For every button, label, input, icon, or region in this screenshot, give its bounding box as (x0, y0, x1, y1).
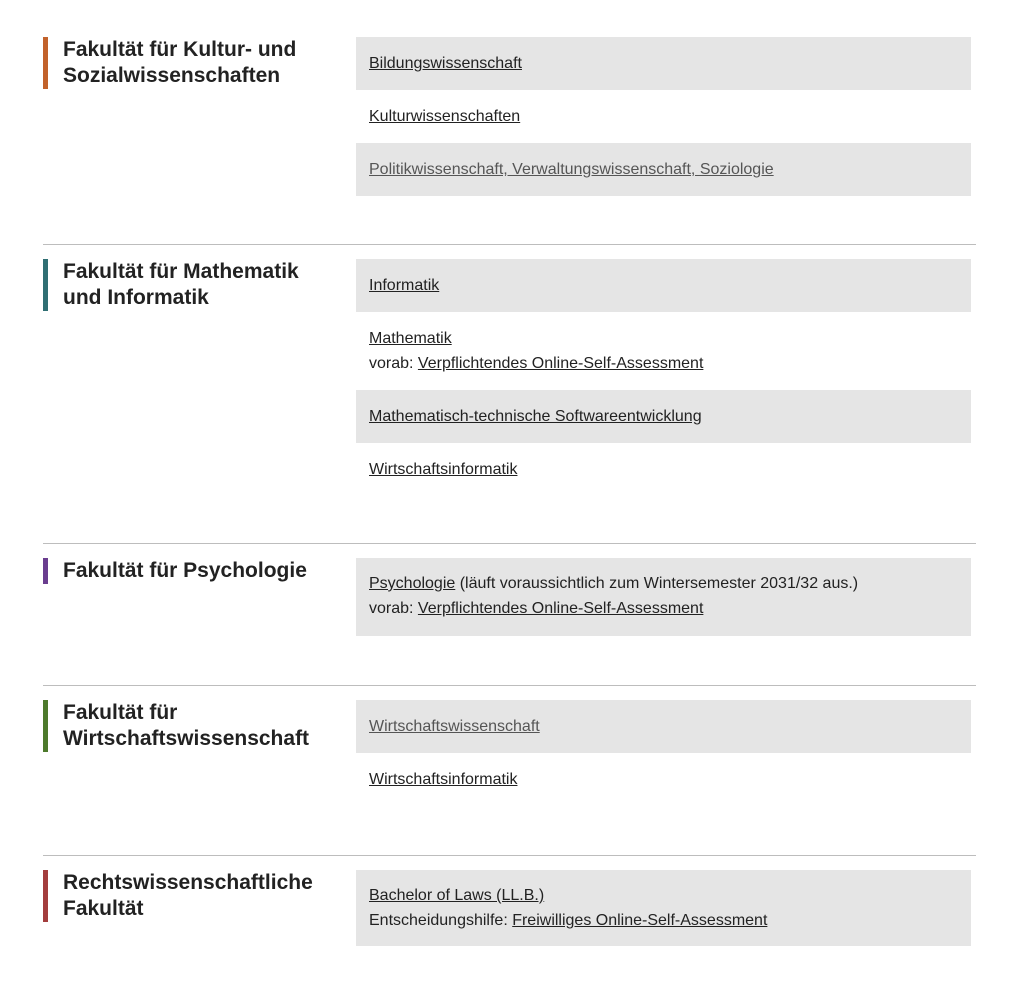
program-item (356, 558, 971, 636)
section-divider (43, 685, 976, 686)
program-item (356, 312, 971, 390)
program-item (356, 90, 971, 143)
assessment-link[interactable]: Verpflichtendes Online-Self-Assessment (417, 355, 704, 372)
assessment-link[interactable]: Verpflichtendes Online-Self-Assessment (417, 600, 704, 617)
faculty-title: Fakultät für Kultur- und Sozialwissenschaften (43, 37, 343, 89)
faculty-title: Fakultät für Wirtschaftswissenschaft (43, 700, 343, 752)
program-note: (läuft voraussichtlich zum Wintersemester 2031/32 aus.) (455, 575, 859, 592)
assessment-link[interactable]: Freiwilliges Online-Self-Assessment (512, 912, 768, 929)
program-link-softwareentwicklung[interactable]: Mathematisch-technische Softwareentwicklung (369, 408, 702, 425)
program-link-wirtschaftsinformatik[interactable]: Wirtschaftsinformatik (369, 461, 518, 478)
program-link-psychologie[interactable]: Psychologie (369, 575, 456, 592)
program-prefix-label: vorab: (369, 600, 418, 617)
program-item (356, 390, 971, 443)
program-link-mathematik[interactable]: Mathematik (369, 330, 452, 347)
program-link-wirtschaftsinformatik[interactable]: Wirtschaftsinformatik (369, 771, 518, 788)
section-divider (43, 543, 976, 544)
program-item (356, 259, 971, 312)
program-item (356, 753, 971, 806)
program-list (356, 558, 971, 636)
program-list (356, 37, 971, 196)
program-list (356, 870, 971, 946)
section-divider (43, 244, 976, 245)
program-item (356, 37, 971, 90)
program-link-bildungswissenschaft[interactable]: Bildungswissenschaft (369, 55, 522, 72)
program-item (356, 143, 971, 196)
program-prefix-label: Entscheidungshilfe: (369, 912, 513, 929)
program-link-informatik[interactable]: Informatik (369, 277, 440, 294)
program-link-wirtschaftswissenschaft[interactable]: Wirtschaftswissenschaft (369, 718, 540, 735)
program-link-kulturwissenschaften[interactable]: Kulturwissenschaften (369, 108, 521, 125)
program-prefix-label: vorab: (369, 355, 418, 372)
faculty-title: Fakultät für Mathematik und Informatik (43, 259, 343, 311)
program-link-politikwissenschaft[interactable]: Politikwissenschaft, Verwaltungswissenschaft, Soziologie (369, 161, 774, 178)
program-item (356, 700, 971, 753)
program-item (356, 870, 971, 946)
faculty-title: Rechtswissenschaftliche Fakultät (43, 870, 343, 922)
program-item (356, 443, 971, 496)
program-list (356, 259, 971, 496)
program-link-bachelor-of-laws[interactable]: Bachelor of Laws (LL.B.) (369, 887, 545, 904)
faculty-title: Fakultät für Psychologie (43, 558, 343, 584)
program-list (356, 700, 971, 806)
section-divider (43, 855, 976, 856)
